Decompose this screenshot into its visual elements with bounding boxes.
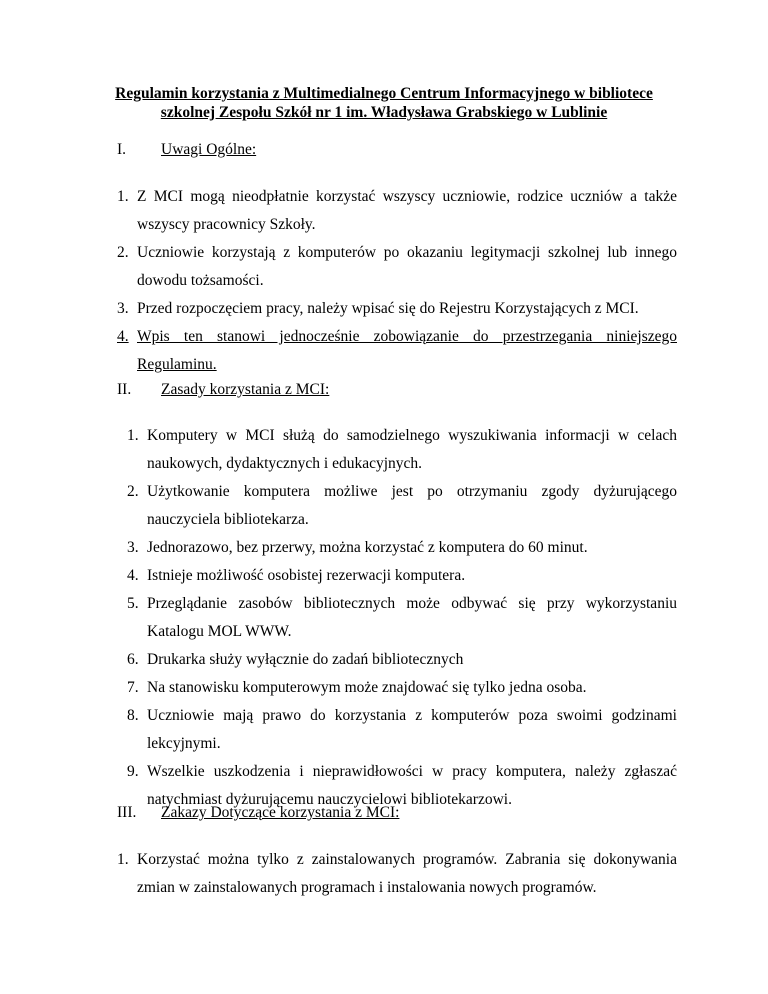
item-text: Uczniowie korzystają z komputerów po okazaniu legitymacji szkolnej lub innego xyxy=(137,244,677,261)
section-title: Zakazy Dotyczące korzystania z MCI: xyxy=(161,804,400,821)
item-text: zmian w zainstalowanych programach i instalowania nowych programów. xyxy=(137,879,597,896)
section-title: Uwagi Ogólne: xyxy=(161,141,257,158)
list-item xyxy=(117,323,677,379)
item-text: Katalogu MOL WWW. xyxy=(147,623,292,640)
item-text: Drukarka służy wyłącznie do zadań bibliotecznych xyxy=(147,651,464,668)
section-2-list xyxy=(127,422,677,814)
item-text: Jednorazowo, bez przerwy, można korzystać z komputera do 60 minut. xyxy=(147,539,588,556)
item-number: 9. xyxy=(127,763,139,780)
item-text: Regulaminu. xyxy=(137,356,217,373)
list-item xyxy=(127,534,677,562)
item-text: Wpis ten stanowi jednocześnie zobowiązanie do przestrzegania niniejszego xyxy=(137,328,677,345)
item-number: 4. xyxy=(117,328,129,345)
item-number: 3. xyxy=(117,300,129,317)
item-number: 6. xyxy=(127,651,139,668)
list-item xyxy=(127,562,677,590)
list-item xyxy=(127,702,677,758)
section-title: Zasady korzystania z MCI: xyxy=(161,381,330,398)
document-title xyxy=(100,84,668,122)
item-number: 5. xyxy=(127,595,139,612)
list-item xyxy=(127,422,677,478)
title-line-1: Regulamin korzystania z Multimedialnego Centrum Informacyjnego w bibliotece xyxy=(115,85,653,102)
item-text: Uczniowie mają prawo do korzystania z komputerów poza swoimi godzinami xyxy=(147,707,677,724)
item-text: Istnieje możliwość osobistej rezerwacji komputera. xyxy=(147,567,466,584)
item-text: nauczyciela bibliotekarza. xyxy=(147,511,309,528)
section-numeral: II. xyxy=(117,381,132,398)
list-item xyxy=(127,646,677,674)
item-text: wszyscy pracownicy Szkoły. xyxy=(137,216,316,233)
item-number: 7. xyxy=(127,679,139,696)
list-item xyxy=(117,846,677,902)
item-number: 1. xyxy=(117,188,129,205)
list-item xyxy=(127,674,677,702)
item-text: Z MCI mogą nieodpłatnie korzystać wszyscy uczniowie, rodzice uczniów a także xyxy=(137,188,677,205)
item-number: 8. xyxy=(127,707,139,724)
item-text: Przeglądanie zasobów bibliotecznych może odbywać się przy wykorzystaniu xyxy=(147,595,677,612)
item-text: Wszelkie uszkodzenia i nieprawidłowości w pracy komputera, należy zgłaszać xyxy=(147,763,677,780)
item-number: 3. xyxy=(127,539,139,556)
list-item xyxy=(117,239,677,295)
section-3-list xyxy=(117,846,677,902)
section-numeral: I. xyxy=(117,141,127,158)
item-text: Przed rozpoczęciem pracy, należy wpisać się do Rejestru Korzystających z MCI. xyxy=(137,300,639,317)
item-text: Korzystać można tylko z zainstalowanych programów. Zabrania się dokonywania xyxy=(137,851,677,868)
section-numeral: III. xyxy=(117,804,137,821)
item-number: 1. xyxy=(117,851,129,868)
title-line-2: szkolnej Zespołu Szkół nr 1 im. Władysława Grabskiego w Lublinie xyxy=(160,104,608,121)
item-text: dowodu tożsamości. xyxy=(137,272,264,289)
section-1-list xyxy=(117,183,677,379)
item-text: Komputery w MCI służą do samodzielnego wyszukiwania informacji w celach xyxy=(147,427,677,444)
item-text: natychmiast dyżurującemu nauczycielowi bibliotekarzowi. xyxy=(147,791,512,808)
item-text: Na stanowisku komputerowym może znajdować się tylko jedna osoba. xyxy=(147,679,587,696)
item-number: 2. xyxy=(117,244,129,261)
list-item xyxy=(117,183,677,239)
item-text: Użytkowanie komputera możliwe jest po otrzymaniu zgody dyżurującego xyxy=(147,483,677,500)
item-number: 2. xyxy=(127,483,139,500)
item-number: 4. xyxy=(127,567,139,584)
item-text: naukowych, dydaktycznych i edukacyjnych. xyxy=(147,455,423,472)
list-item xyxy=(127,478,677,534)
list-item xyxy=(127,590,677,646)
item-text: lekcyjnymi. xyxy=(147,735,221,752)
list-item xyxy=(117,295,677,323)
item-number: 1. xyxy=(127,427,139,444)
